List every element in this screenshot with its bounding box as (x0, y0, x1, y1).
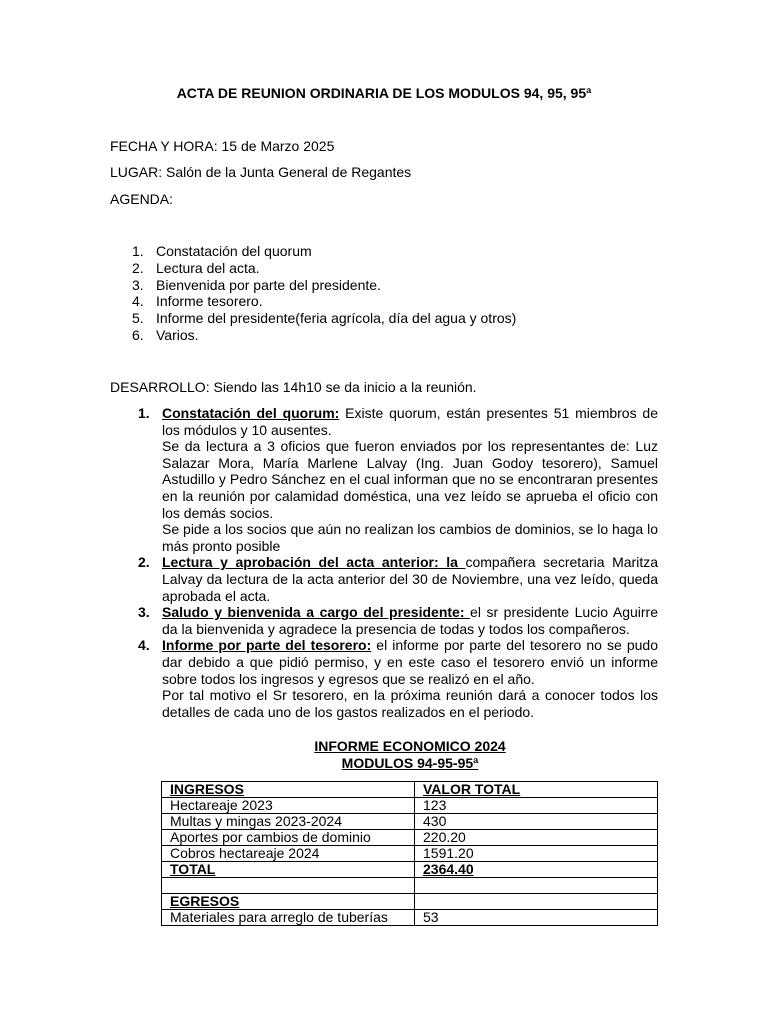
agenda-item (110, 310, 658, 327)
table-total-value: 2364.40 (415, 862, 658, 878)
development-item-number: 2. (138, 554, 150, 571)
agenda-item-text: Bienvenida por parte del presidente. (156, 276, 381, 293)
agenda-item (110, 243, 658, 260)
agenda-item-number: 3. (132, 276, 144, 293)
table-row (162, 846, 658, 862)
table-cell-concept: Materiales para arreglo de tuberías (162, 910, 415, 926)
development-item-paragraph (162, 604, 658, 637)
development-item-paragraph (162, 554, 658, 604)
table-blank-cell (162, 878, 415, 894)
table-blank-cell (415, 878, 658, 894)
agenda-item-text: Informe del presidente(feria agrícola, día del agua y otros) (156, 310, 517, 327)
table-blank-cell (415, 894, 658, 910)
table-egresos-header: EGRESOS (162, 894, 415, 910)
development-item-paragraph (162, 637, 658, 687)
development-item (110, 554, 658, 604)
table-cell-concept: Cobros hectareaje 2024 (162, 846, 415, 862)
table-cell-concept: Multas y mingas 2023-2024 (162, 814, 415, 830)
table-row (162, 798, 658, 814)
development-item-heading: Lectura y aprobación del acta anterior: la (162, 554, 466, 571)
document-title: ACTA DE REUNION ORDINARIA DE LOS MODULOS 94, 95, 95ª (176, 85, 592, 101)
table-header-cell: INGRESOS (162, 782, 415, 798)
report-title: INFORME ECONOMICO 2024 (314, 738, 506, 754)
table-cell-value: 1591.20 (415, 846, 658, 862)
development-intro: DESARROLLO: Siendo las 14h10 se da inicio a la reunión. (110, 379, 477, 395)
agenda-item-text: Varios. (156, 326, 199, 343)
table-header-cell: VALOR TOTAL (415, 782, 658, 798)
agenda-item (110, 277, 658, 294)
table-egresos-header-row (162, 894, 658, 910)
development-item (110, 637, 658, 720)
development-item-paragraph (162, 405, 658, 438)
development-item-paragraph: Se pide a los socios que aún no realizan los cambios de dominios, se lo haga lo más pronto posible (162, 521, 658, 554)
development-item-text: Existe quorum, están presentes 51 miembros de los módulos y 10 ausentes. (162, 405, 658, 438)
meeting-location: LUGAR: Salón de la Junta General de Regantes (110, 164, 412, 180)
agenda-item-text: Informe tesorero. (156, 293, 263, 310)
table-row (162, 814, 658, 830)
development-list (110, 405, 658, 720)
agenda-item (110, 293, 658, 310)
table-row (162, 830, 658, 846)
table-cell-value: 220.20 (415, 830, 658, 846)
agenda-item-number: 6. (132, 326, 144, 343)
report-subtitle: MODULOS 94-95-95ª (341, 755, 479, 771)
agenda-list (110, 243, 658, 344)
table-cell-concept: Aportes por cambios de dominio (162, 830, 415, 846)
agenda-item-number: 2. (132, 259, 144, 276)
table-cell-concept: Hectareaje 2023 (162, 798, 415, 814)
development-item-heading: Saludo y bienvenida a cargo del presidente: (162, 604, 471, 621)
development-item-heading: Informe por parte del tesorero: (162, 637, 372, 654)
table-row (162, 910, 658, 926)
development-item-text: el sr presidente Lucio Aguirre da la bienvenida y agradece la presencia de todas y todos los compañeros. (162, 604, 658, 637)
agenda-item-number: 4. (132, 293, 144, 310)
development-item-text: compañera secretaria Maritza Lalvay da lectura de la acta anterior del 30 de Noviembre, una vez leído, queda aprobada el acta. (162, 554, 658, 604)
agenda-item-text: Constatación del quorum (156, 243, 312, 259)
development-item-text: el informe por parte del tesorero no se pudo dar debido a que pidió permiso, y en este caso el tesorero envió un informe sobre todos los ingresos y egresos que se realizó en el año. (162, 637, 658, 687)
development-item (110, 405, 658, 554)
table-blank-row (162, 878, 658, 894)
development-item-number: 1. (138, 405, 150, 421)
agenda-item-number: 1. (132, 243, 144, 259)
table-cell-value: 430 (415, 814, 658, 830)
agenda-item-text: Lectura del acta. (156, 259, 260, 276)
agenda-item-number: 5. (132, 310, 144, 327)
agenda-item (110, 260, 658, 277)
development-item-number: 3. (138, 604, 150, 621)
development-item-paragraph: Por tal motivo el Sr tesorero, en la próxima reunión dará a conocer todos los detalles de cada uno de los gastos realizados en el periodo. (162, 687, 658, 720)
table-cell-value: 53 (415, 910, 658, 926)
table-header-row (162, 782, 658, 798)
agenda-item (110, 327, 658, 344)
agenda-label: AGENDA: (110, 191, 174, 207)
development-item-heading: Constatación del quorum: (162, 405, 340, 421)
development-item-paragraph: Se da lectura a 3 oficios que fueron enviados por los representantes de: Luz Salazar Mora, María Marlene Lalvay (Ing. Juan Godoy tesorero), Samuel Astudillo y Pedro Sánchez en el cual informan que no se encontraran presentes en la reunión por calamidad doméstica, una vez leído se aprueba el oficio con los demás socios. (162, 438, 658, 521)
development-item-number: 4. (138, 637, 150, 654)
meeting-date: FECHA Y HORA: 15 de Marzo 2025 (110, 138, 335, 154)
table-total-row (162, 862, 658, 878)
economic-report-table (161, 781, 658, 926)
development-item (110, 604, 658, 637)
table-cell-value: 123 (415, 798, 658, 814)
table-total-label: TOTAL (162, 862, 415, 878)
